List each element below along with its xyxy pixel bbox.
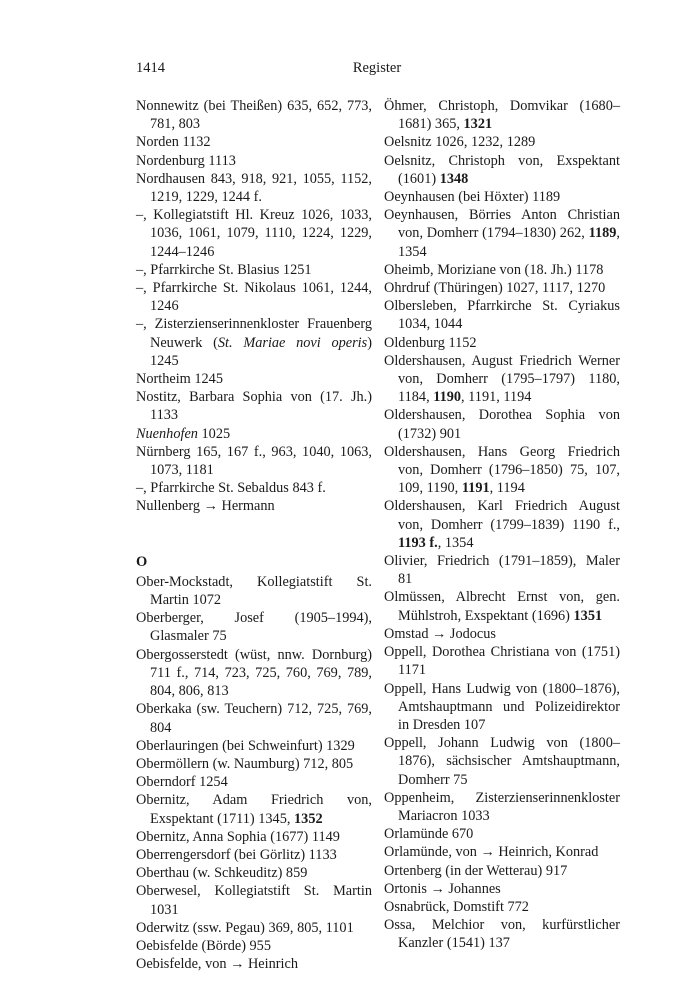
entry-text: 1193 f. xyxy=(398,534,438,551)
index-entry xyxy=(384,898,620,916)
entry-text: Oberthau (w. Schkeuditz) 859 xyxy=(136,865,308,882)
index-entry xyxy=(136,97,372,133)
index-entry xyxy=(136,700,372,736)
index-entry xyxy=(384,643,620,679)
entry-text: Oelsnitz, Christoph von, Exspektant (1601) xyxy=(384,152,620,187)
index-entry xyxy=(136,206,372,261)
entry-text: Nuenhofen xyxy=(136,425,198,442)
index-entry xyxy=(136,497,372,515)
index-entry xyxy=(384,734,620,789)
entry-text: Oelsnitz 1026, 1232, 1289 xyxy=(384,134,536,151)
index-entry xyxy=(384,880,620,898)
index-entry xyxy=(384,206,620,261)
index-entry xyxy=(136,279,372,315)
entry-text: Norden 1132 xyxy=(136,134,211,151)
entry-text: –, Pfarrkirche St. Sebaldus 843 f. xyxy=(136,480,326,497)
entry-text: Oberkaka (sw. Teuchern) 712, 725, 769, 804 xyxy=(136,701,372,736)
entry-text: Ortenberg (in der Wetterau) 917 xyxy=(384,862,568,879)
entry-text: Oeynhausen, Börries Anton Christian von, Domherr (1794–1830) 262, xyxy=(384,207,620,242)
index-entry xyxy=(136,755,372,773)
index-entry xyxy=(384,588,620,624)
entry-text: Oeynhausen (bei Höxter) 1189 xyxy=(384,189,561,206)
index-entry xyxy=(136,737,372,755)
section-letter-o: O xyxy=(136,553,148,570)
entry-text: 1191 xyxy=(461,480,490,497)
entry-text: Oldenburg 1152 xyxy=(384,334,477,351)
index-entry xyxy=(384,843,620,861)
index-entry xyxy=(384,406,620,442)
index-entry xyxy=(136,846,372,864)
entry-text: Orlamünde, von → Heinrich, Konrad xyxy=(384,844,599,861)
running-title: Register xyxy=(352,60,402,76)
entry-text: 1190 xyxy=(433,389,462,406)
entry-text: Oldershausen, Dorothea Sophia von (1732) 901 xyxy=(384,407,620,442)
entry-text: Oberwesel, Kollegiatstift St. Martin 1031 xyxy=(136,883,372,918)
entry-text: Öhmer, Christoph, Domvikar (1680–1681) 365, xyxy=(384,98,620,133)
entry-text: , 1354 xyxy=(437,534,474,551)
entry-text: –, Pfarrkirche St. Nikolaus 1061, 1244, 1246 xyxy=(136,280,372,315)
entry-text: Olbersleben, Pfarrkirche St. Cyriakus 1034, 1044 xyxy=(384,298,620,333)
index-entry xyxy=(136,773,372,791)
index-entry xyxy=(136,370,372,388)
entry-text: Ortonis → Johannes xyxy=(384,880,501,897)
entry-text: Nostitz, Barbara Sophia von (17. Jh.) 1133 xyxy=(136,389,372,424)
index-entry xyxy=(136,425,372,443)
entry-text: 1189 xyxy=(588,225,617,242)
entry-text: Nonnewitz (bei Theißen) 635, 652, 773, 781, 803 xyxy=(136,98,372,133)
entry-text: Obernitz, Adam Friedrich von, Exspektant (1711) 1345, xyxy=(136,792,372,827)
entries-o xyxy=(136,573,372,973)
entry-text: Obernitz, Anna Sophia (1677) 1149 xyxy=(136,828,340,845)
index-entry xyxy=(136,152,372,170)
index-entry xyxy=(384,97,620,133)
index-entry xyxy=(136,315,372,370)
index-entry xyxy=(136,791,372,827)
index-entry xyxy=(384,625,620,643)
entry-text: Orlamünde 670 xyxy=(384,826,474,843)
entries-n xyxy=(136,97,372,516)
entry-text: Oebisfelde, von → Heinrich xyxy=(136,956,298,973)
entry-text: Oderwitz (ssw. Pegau) 369, 805, 1101 xyxy=(136,919,354,936)
entry-text: Oberlauringen (bei Schweinfurt) 1329 xyxy=(136,737,355,754)
entry-text: Northeim 1245 xyxy=(136,371,223,388)
entry-text: –, Kollegiatstift Hl. Kreuz 1026, 1033, 1036, 1061, 1079, 1110, 1224, 1229, 1244–1246 xyxy=(136,207,372,260)
entry-text: Ossa, Melchior von, kurfürstlicher Kanzler (1541) 137 xyxy=(384,917,620,952)
entry-text: 1351 xyxy=(573,607,603,624)
entry-text: Nullenberg → Hermann xyxy=(136,498,275,515)
entry-text: Oebisfelde (Börde) 955 xyxy=(136,937,271,954)
index-entry xyxy=(384,261,620,279)
index-entry xyxy=(136,955,372,973)
index-entry xyxy=(136,882,372,918)
entry-text: 1352 xyxy=(294,810,323,827)
page-number: 1414 xyxy=(136,60,165,76)
index-entry xyxy=(136,609,372,645)
index-entry xyxy=(136,828,372,846)
index-entry xyxy=(136,479,372,497)
index-entry xyxy=(136,864,372,882)
entry-text: Oppell, Dorothea Christiana von (1751) 1171 xyxy=(384,644,620,679)
entry-text: 1025 xyxy=(197,425,231,442)
index-entry xyxy=(136,919,372,937)
index-entry xyxy=(136,133,372,151)
index-entry xyxy=(384,916,620,952)
index-entry xyxy=(384,443,620,498)
entry-text: Oberndorf 1254 xyxy=(136,774,228,791)
index-entry xyxy=(136,170,372,206)
index-entry xyxy=(136,261,372,279)
entry-text: Oldershausen, Karl Friedrich August von, Domherr (1799–1839) 1190 f., xyxy=(384,498,620,533)
index-entry xyxy=(384,188,620,206)
entry-text: St. Mariae novi operis xyxy=(217,334,368,351)
entry-text: Omstad → Jodocus xyxy=(384,625,496,642)
entry-text: , 1194 xyxy=(489,480,525,497)
index-entry xyxy=(136,388,372,424)
entry-text: Osnabrück, Domstift 772 xyxy=(384,898,529,915)
index-entry xyxy=(384,680,620,735)
index-entry xyxy=(384,133,620,151)
index-entry xyxy=(136,646,372,701)
entry-text: , 1354 xyxy=(398,225,620,260)
entry-text: Obergosserstedt (wüst, nnw. Dornburg) 711 f., 714, 723, 725, 760, 769, 789, 804, 806, 813 xyxy=(136,646,372,700)
index-entry xyxy=(384,352,620,407)
entry-text: , 1191, 1194 xyxy=(461,389,532,406)
index-entry xyxy=(136,443,372,479)
index-entry xyxy=(384,862,620,880)
index-entry xyxy=(384,552,620,588)
index-entry xyxy=(384,825,620,843)
index-entry xyxy=(384,789,620,825)
entry-text: Oldershausen, August Friedrich Werner von, Domherr (1795–1797) 1180, 1184, xyxy=(384,352,620,406)
entries-right xyxy=(384,97,620,953)
entry-text: Nordenburg 1113 xyxy=(136,152,236,169)
entry-text: Oppell, Johann Ludwig von (1800–1876), sächsischer Amtshauptmann, Domherr 75 xyxy=(384,735,620,788)
entry-text: Oppenheim, Zisterzienserinnenkloster Mariacron 1033 xyxy=(384,789,620,824)
index-entry xyxy=(384,279,620,297)
entry-text: Ohrdruf (Thüringen) 1027, 1117, 1270 xyxy=(384,280,606,297)
entry-text: Oheimb, Moriziane von (18. Jh.) 1178 xyxy=(384,261,604,278)
entry-text: Oldershausen, Hans Georg Friedrich von, Domherr (1796–1850) 75, 107, 109, 1190, xyxy=(384,443,620,497)
index-entry xyxy=(384,152,620,188)
entry-text: –, Zisterzienserinnenkloster Frauenberg Neuwerk ( xyxy=(136,316,372,351)
entry-text: Oberberger, Josef (1905–1994), Glasmaler 75 xyxy=(136,610,372,645)
left-column xyxy=(136,97,372,973)
index-entry xyxy=(384,497,620,552)
page-header xyxy=(136,60,618,80)
entry-text: Olivier, Friedrich (1791–1859), Maler 81 xyxy=(384,553,620,588)
entry-text: Olmüssen, Albrecht Ernst von, gen. Mühlstroh, Exspektant (1696) xyxy=(384,589,620,624)
entry-text: Oberrengersdorf (bei Görlitz) 1133 xyxy=(136,846,337,863)
right-column xyxy=(384,97,620,953)
entry-text: ) 1245 xyxy=(150,334,372,369)
index-entry xyxy=(384,334,620,352)
index-entry xyxy=(136,937,372,955)
entry-text: Nordhausen 843, 918, 921, 1055, 1152, 1219, 1229, 1244 f. xyxy=(136,170,372,206)
entry-text: Nürnberg 165, 167 f., 963, 1040, 1063, 1073, 1181 xyxy=(136,443,372,479)
index-entry xyxy=(136,573,372,609)
entry-text: 1321 xyxy=(463,116,493,133)
entry-text: Ober-Mockstadt, Kollegiatstift St. Martin 1072 xyxy=(136,573,372,609)
index-entry xyxy=(384,297,620,333)
entry-text: Obermöllern (w. Naumburg) 712, 805 xyxy=(136,755,354,772)
entry-text: 1348 xyxy=(439,170,469,187)
entry-text: Oppell, Hans Ludwig von (1800–1876), Amtshauptmann und Polizeidirektor in Dresden 107 xyxy=(384,680,620,733)
entry-text: –, Pfarrkirche St. Blasius 1251 xyxy=(136,261,312,278)
